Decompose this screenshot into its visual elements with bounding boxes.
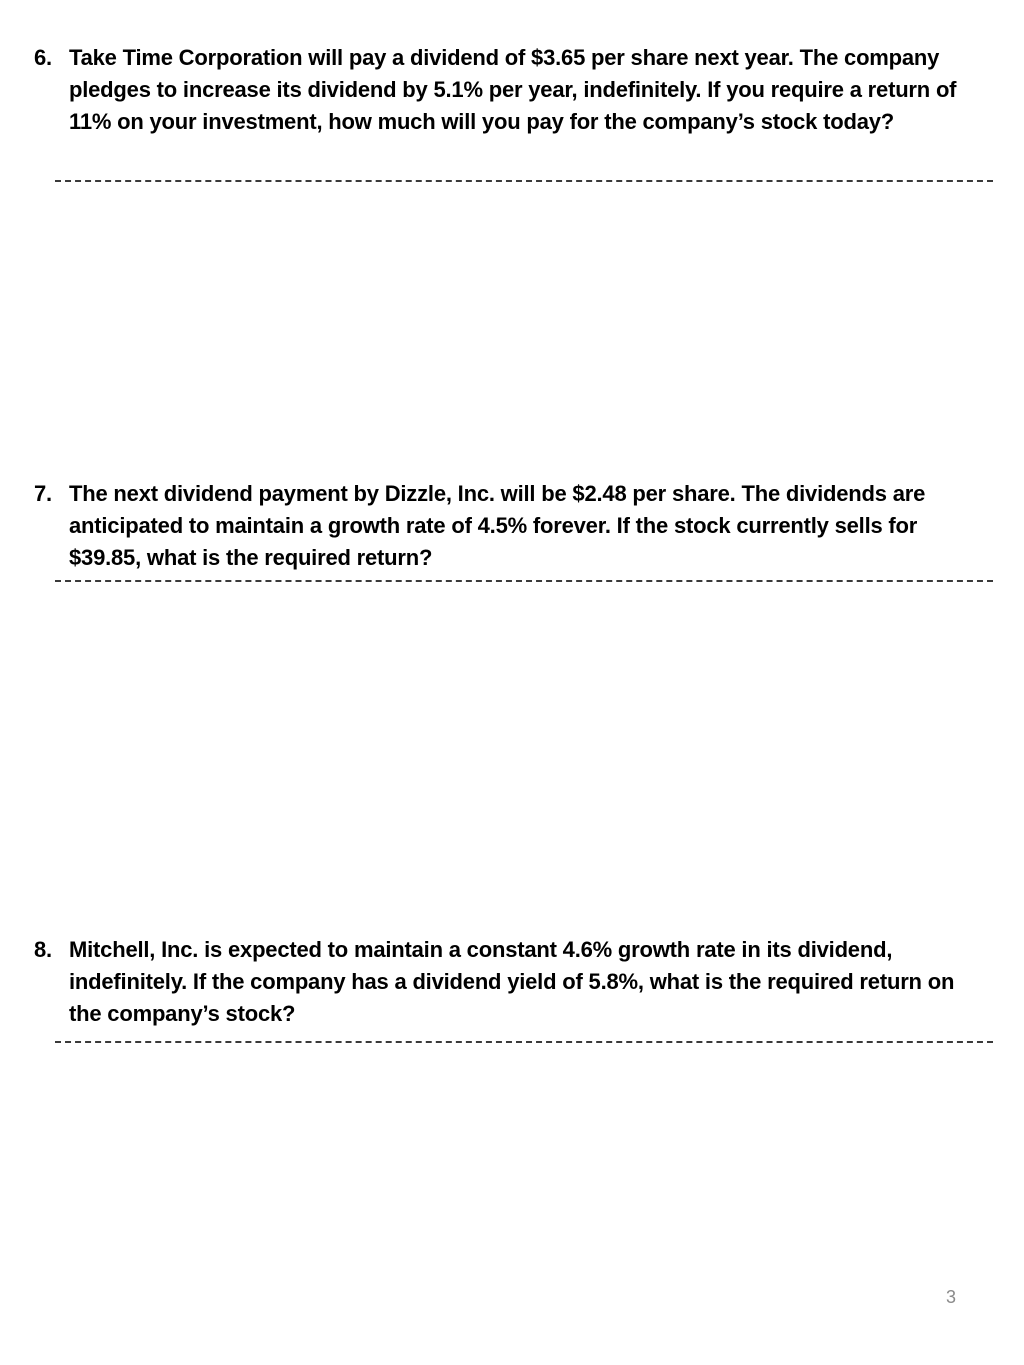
question-text: Take Time Corporation will pay a dividend of $3.65 per share next year. The company pledges to increase its dividend by 5.1% per year, indefinitely. If you require a return of 11% on your investment, how much will you pay for the company’s stock today?	[69, 45, 957, 134]
answer-divider	[55, 580, 993, 582]
answer-divider	[55, 180, 993, 182]
question-text: Mitchell, Inc. is expected to maintain a constant 4.6% growth rate in its dividend, indefinitely. If the company has a dividend yield of 5.8%, what is the required return on the company’s stock?	[69, 937, 955, 1026]
question-6	[34, 42, 964, 138]
answer-divider	[55, 1041, 993, 1043]
question-number: 8.	[34, 937, 52, 962]
question-number: 6.	[34, 45, 52, 70]
question-number: 7.	[34, 481, 52, 506]
question-7	[34, 478, 964, 574]
page-number: 3	[946, 1287, 957, 1307]
question-text: The next dividend payment by Dizzle, Inc. will be $2.48 per share. The dividends are anticipated to maintain a growth rate of 4.5% forever. If the stock currently sells for $39.85, what is the required return?	[69, 481, 926, 570]
question-8	[34, 934, 964, 1030]
